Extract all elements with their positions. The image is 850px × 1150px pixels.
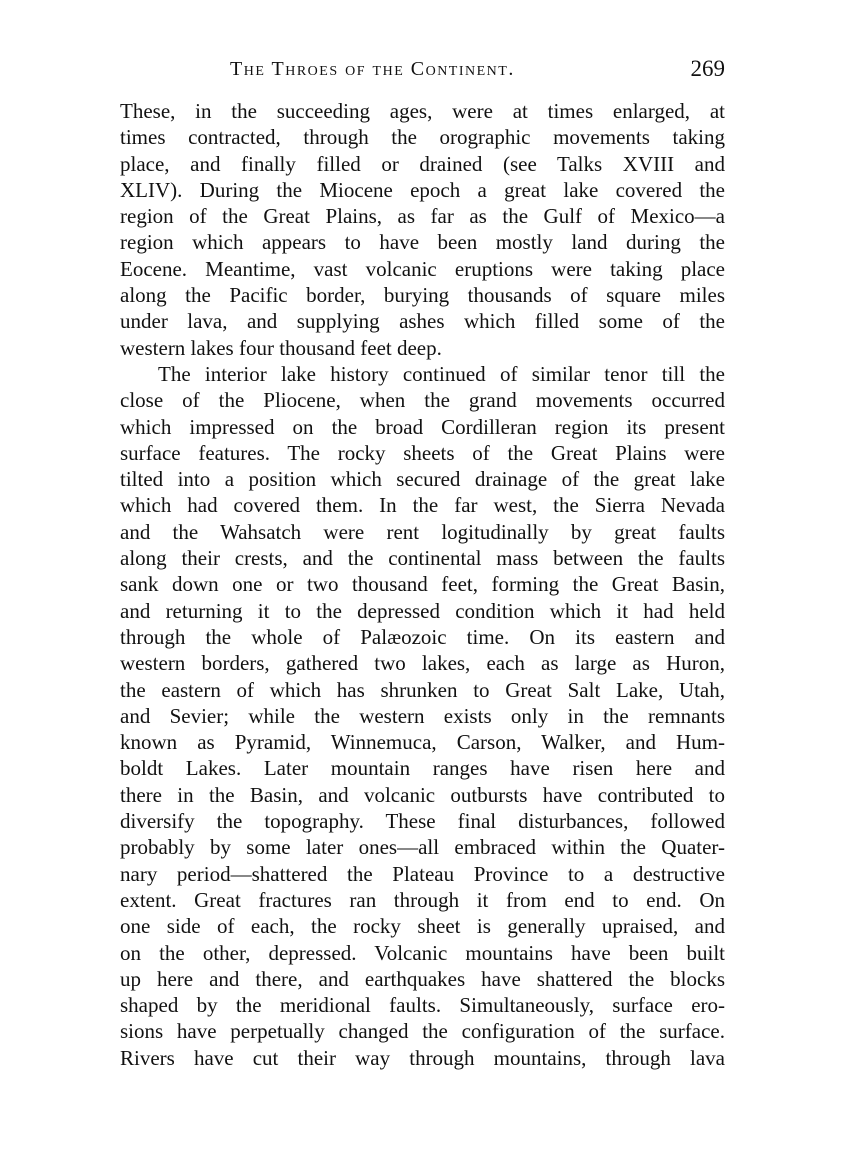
text-line: sank down one or two thousand feet, forming the Great Basin, <box>120 572 725 597</box>
text-line: there in the Basin, and volcanic outbursts have contributed to <box>120 782 725 807</box>
text-line: diversify the topography. These final disturbances, followed <box>120 809 725 834</box>
text-line: along the Pacific border, burying thousands of square miles <box>120 283 725 308</box>
text-line: boldt Lakes. Later mountain ranges have risen here and <box>120 756 725 781</box>
text-line: one side of each, the rocky sheet is generally upraised, and <box>120 914 725 939</box>
text-line: extent. Great fractures ran through it from end to end. On <box>120 887 725 912</box>
text-line: on the other, depressed. Volcanic mountains have been built <box>120 940 725 965</box>
text-line: under lava, and supplying ashes which filled some of the <box>120 309 725 334</box>
text-line: up here and there, and earthquakes have shattered the blocks <box>120 966 725 991</box>
text-line: nary period—shattered the Plateau Province to a destructive <box>120 861 725 886</box>
text-line: and Sevier; while the western exists only in the remnants <box>120 703 725 728</box>
text-line: shaped by the meridional faults. Simultaneously, surface ero- <box>120 993 725 1018</box>
text-line: These, in the succeeding ages, were at times enlarged, at <box>120 99 725 123</box>
text-line: and returning it to the depressed condition which it had held <box>120 598 725 623</box>
text-line: which impressed on the broad Cordilleran region its present <box>120 414 725 439</box>
book-page <box>120 58 725 1071</box>
text-line: and the Wahsatch were rent logitudinally by great faults <box>120 519 725 544</box>
text-line: place, and finally filled or drained (see Talks XVIII and <box>120 151 725 176</box>
text-line: known as Pyramid, Winnemuca, Carson, Walker, and Hum- <box>120 730 725 755</box>
text-line: western borders, gathered two lakes, each as large as Huron, <box>120 651 725 676</box>
body-text <box>120 98 725 1071</box>
text-line: sions have perpetually changed the configuration of the surface. <box>120 1019 725 1044</box>
text-line: tilted into a position which secured drainage of the great lake <box>120 467 725 492</box>
text-line: which had covered them. In the far west, the Sierra Nevada <box>120 493 725 518</box>
text-line: The interior lake history continued of similar tenor till the <box>158 361 725 386</box>
text-line: region which appears to have been mostly land during the <box>120 230 725 255</box>
text-line: along their crests, and the continental mass between the faults <box>120 546 725 571</box>
text-line: close of the Pliocene, when the grand movements occurred <box>120 388 725 413</box>
text-line: the eastern of which has shrunken to Great Salt Lake, Utah, <box>120 677 725 702</box>
text-line: through the whole of Palæozoic time. On its eastern and <box>120 624 725 649</box>
page-number: 269 <box>690 56 725 81</box>
running-title: The Throes of the Continent. <box>230 58 515 80</box>
text-line: surface features. The rocky sheets of the Great Plains were <box>120 440 725 465</box>
text-line: western lakes four thousand feet deep. <box>120 335 442 360</box>
text-line: times contracted, through the orographic movements taking <box>120 125 725 150</box>
text-line: region of the Great Plains, as far as the Gulf of Mexico—a <box>120 204 725 229</box>
text-line: probably by some later ones—all embraced within the Quater- <box>120 835 725 860</box>
text-line: Eocene. Meantime, vast volcanic eruptions were taking place <box>120 256 725 281</box>
running-head <box>120 58 725 98</box>
text-line: XLIV). During the Miocene epoch a great lake covered the <box>120 177 725 202</box>
text-line: Rivers have cut their way through mountains, through lava <box>120 1045 725 1070</box>
